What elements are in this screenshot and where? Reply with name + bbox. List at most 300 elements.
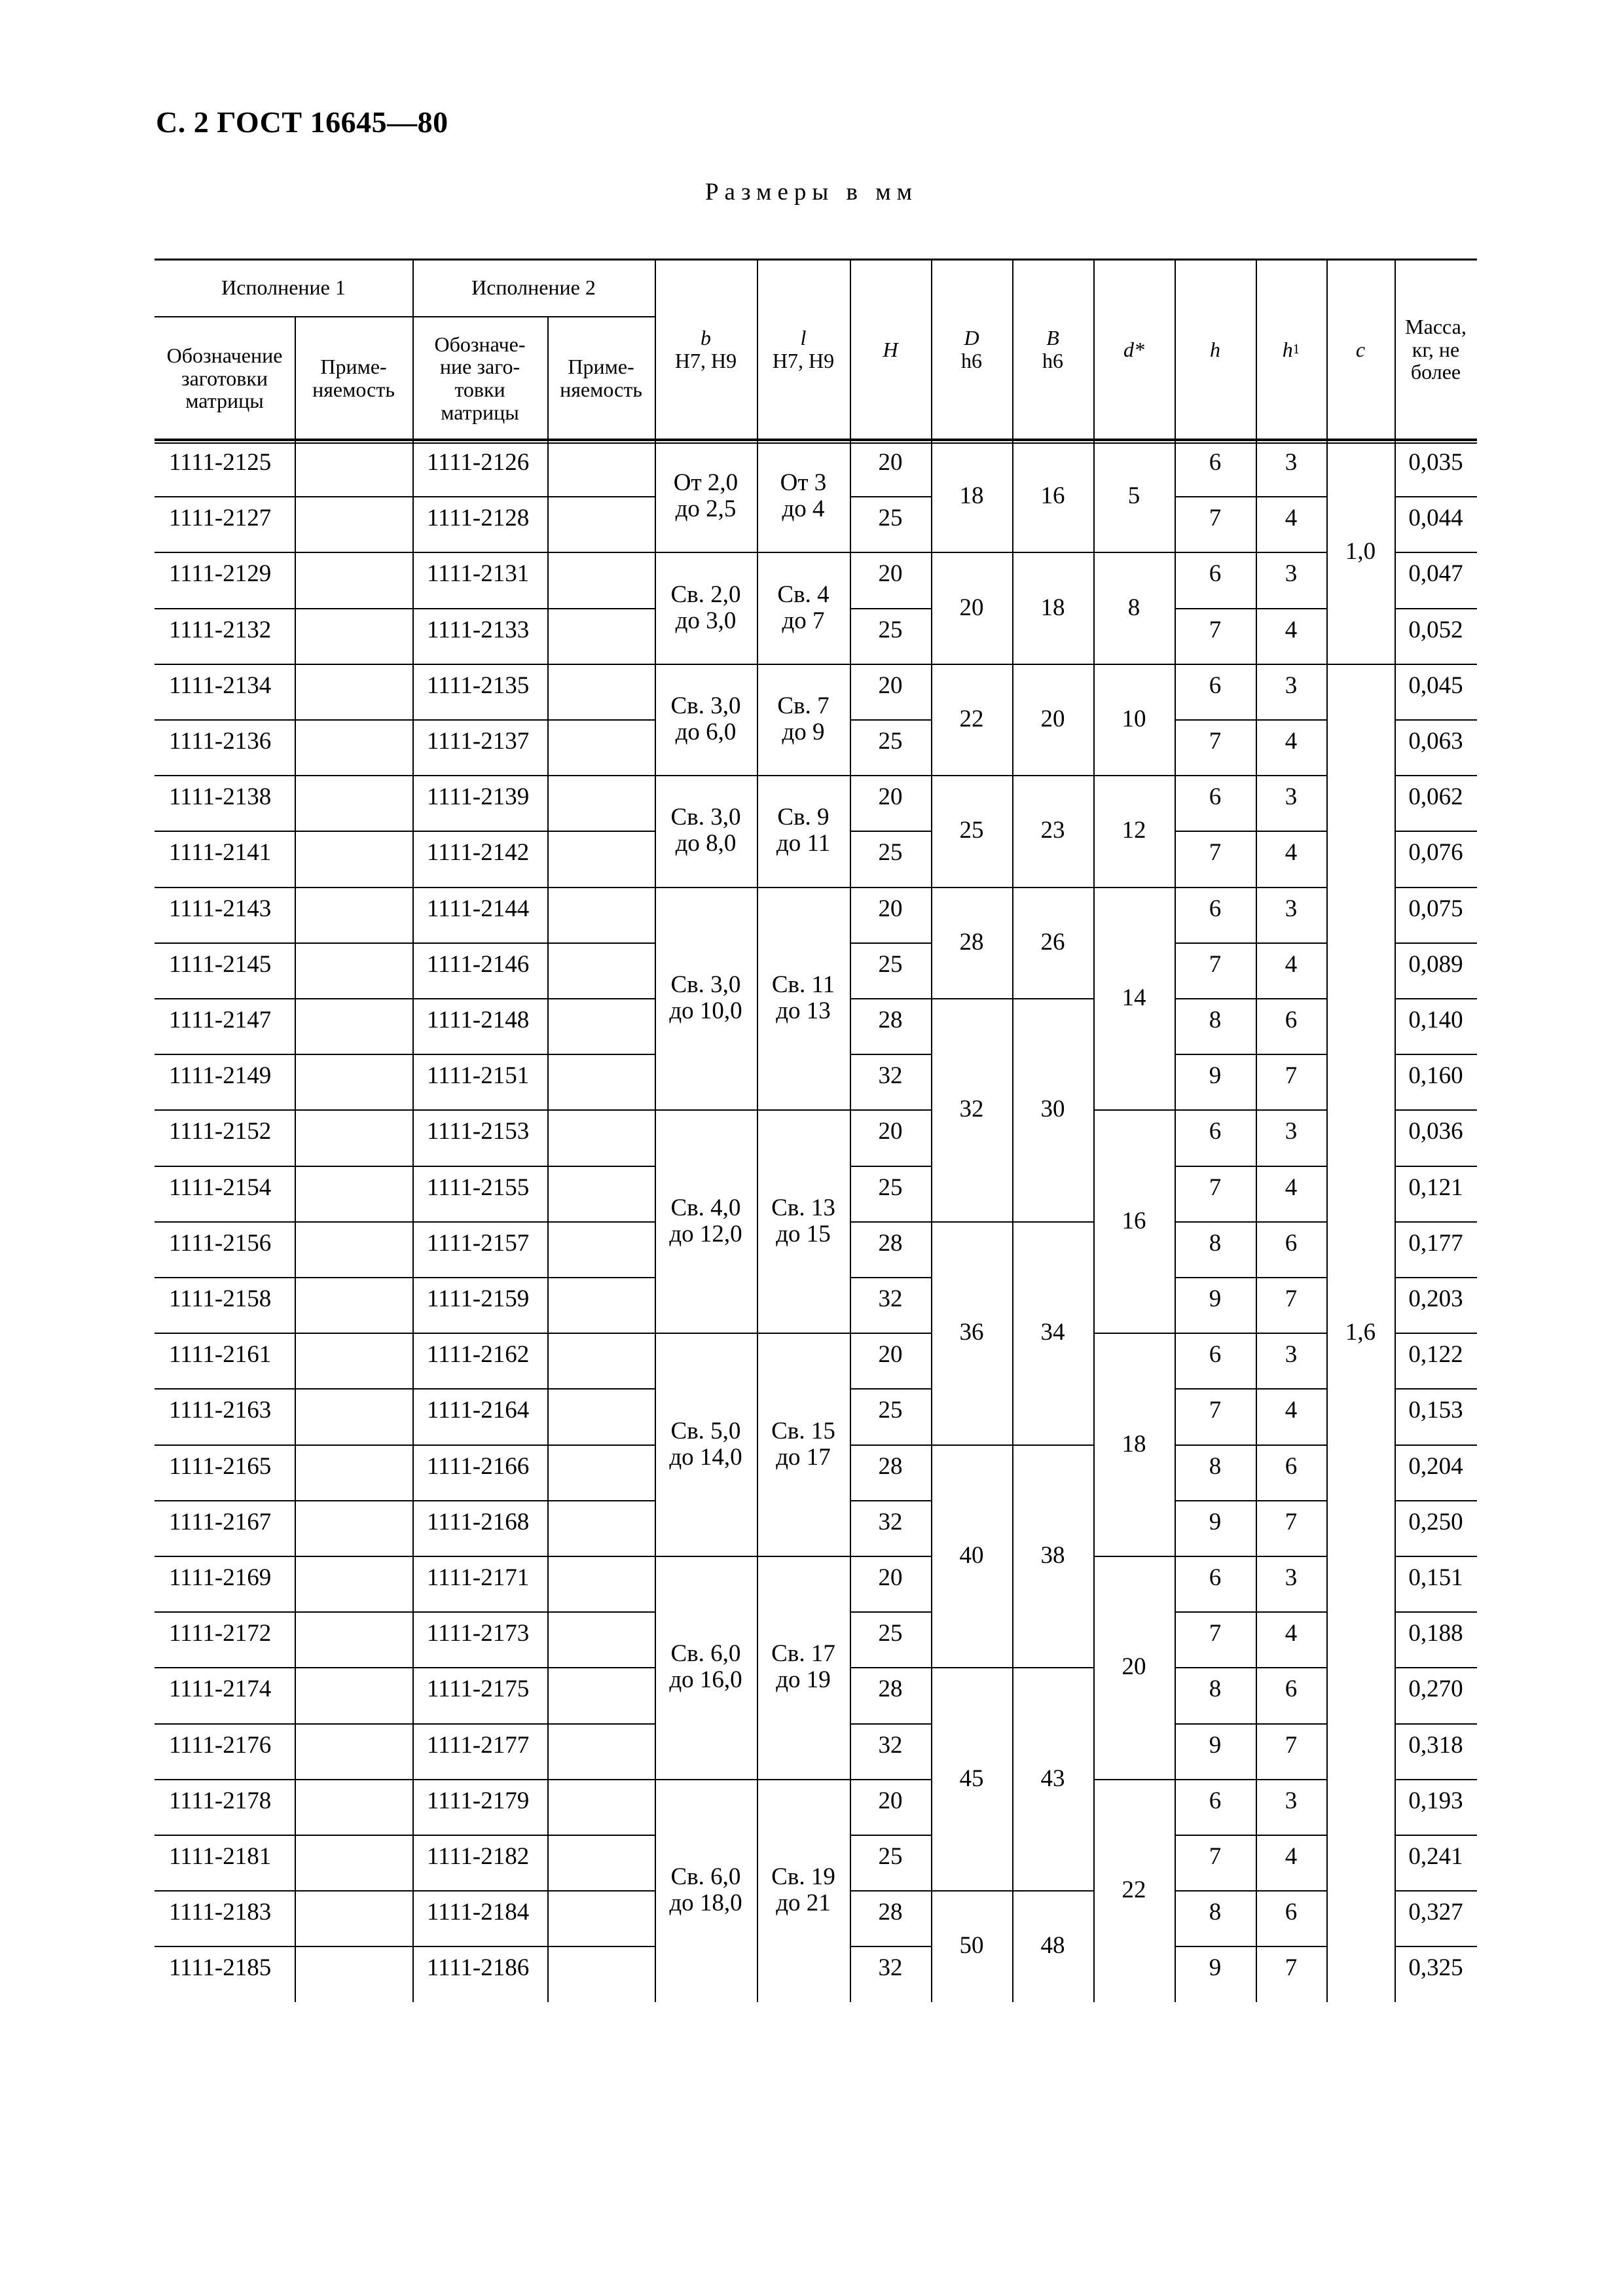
l-range: Св. 13 до 15: [771, 1194, 835, 1247]
B-value: 30: [1040, 1096, 1065, 1123]
blank-designation-1: 1111-2183: [169, 1899, 272, 1926]
h1-value: 7: [1285, 1508, 1298, 1535]
table-rule: [850, 608, 931, 609]
table-rule: [155, 1221, 655, 1223]
H-value: 32: [878, 1062, 903, 1090]
table-rule: [1395, 1500, 1477, 1501]
header-h1-subscript: 1: [1292, 341, 1300, 357]
h1-value: 4: [1285, 1843, 1298, 1870]
h-value: 7: [1209, 728, 1222, 755]
table-rule: [1175, 887, 1326, 888]
blank-designation-1: 1111-2149: [169, 1062, 272, 1090]
table-rule: [1395, 664, 1477, 665]
blank-designation-2: 1111-2137: [427, 728, 530, 755]
table-rule: [1395, 775, 1477, 776]
h-value: 7: [1209, 1843, 1222, 1870]
blank-designation-1: 1111-2165: [169, 1452, 272, 1480]
table-rule: [850, 998, 931, 999]
H-value: 20: [878, 1787, 903, 1814]
h1-value: 4: [1285, 1174, 1298, 1201]
table-rule: [1175, 942, 1326, 944]
table-rule: [155, 259, 1477, 260]
table-rule: [1395, 496, 1477, 497]
table-rule: [1395, 1779, 1477, 1780]
blank-designation-1: 1111-2178: [169, 1787, 272, 1814]
blank-designation-2: 1111-2186: [427, 1954, 530, 1982]
blank-designation-1: 1111-2132: [169, 616, 272, 643]
b-range: Св. 3,0 до 8,0: [670, 804, 741, 857]
mass-value: 0,151: [1408, 1564, 1463, 1591]
table-rule: [1395, 1277, 1477, 1278]
table-rule: [850, 1388, 931, 1390]
table-rule: [1175, 496, 1326, 497]
blank-designation-2: 1111-2144: [427, 895, 530, 922]
mass-value: 0,063: [1408, 728, 1463, 755]
header-mass: Масса, кг, не более: [1405, 315, 1467, 384]
b-range: От 2,0 до 2,5: [673, 469, 739, 523]
page-header: С. 2 ГОСТ 16645—80: [156, 105, 448, 139]
table-rule: [155, 998, 655, 999]
D-value: 45: [959, 1765, 984, 1792]
blank-designation-2: 1111-2142: [427, 839, 530, 867]
header-execution-2: Исполнение 2: [471, 275, 596, 299]
table-rule: [1395, 998, 1477, 999]
table-rule: [1395, 1054, 1477, 1055]
mass-value: 0,035: [1408, 449, 1463, 476]
blank-designation-2: 1111-2128: [427, 505, 530, 532]
blank-designation-2: 1111-2184: [427, 1899, 530, 1926]
table-rule: [1395, 1723, 1477, 1725]
b-range: Св. 6,0 до 18,0: [669, 1863, 742, 1917]
blank-designation-1: 1111-2152: [169, 1118, 272, 1145]
mass-value: 0,250: [1408, 1508, 1463, 1535]
header-D-symbol: D: [964, 326, 979, 350]
table-rule: [1395, 1556, 1477, 1557]
D-value: 28: [959, 928, 984, 956]
mass-value: 0,177: [1408, 1229, 1463, 1257]
H-value: 25: [878, 1843, 903, 1870]
d-value: 22: [1122, 1876, 1146, 1904]
table-rule: [850, 887, 931, 888]
l-range: От 3 до 4: [780, 469, 827, 523]
table-rule: [155, 1166, 655, 1167]
table-rule: [850, 1667, 931, 1668]
h1-value: 3: [1285, 783, 1298, 811]
table-rule: [155, 1946, 655, 1947]
blank-designation-1: 1111-2141: [169, 839, 272, 867]
l-range: Св. 15 до 17: [771, 1417, 835, 1471]
h1-value: 7: [1285, 1954, 1298, 1982]
h-value: 6: [1209, 449, 1222, 476]
blank-designation-1: 1111-2147: [169, 1007, 272, 1033]
blank-designation-2: 1111-2155: [427, 1174, 530, 1201]
mass-value: 0,044: [1408, 505, 1463, 532]
table-rule: [850, 1500, 931, 1501]
h1-value: 6: [1285, 1007, 1298, 1033]
table-rule: [850, 1723, 931, 1725]
table-rule: [1175, 998, 1326, 999]
table-rule: [850, 1835, 931, 1836]
blank-designation-1: 1111-2143: [169, 895, 272, 922]
h1-value: 4: [1285, 616, 1298, 643]
table-rule: [1395, 552, 1477, 553]
table-rule: [1175, 1166, 1326, 1167]
table-rule: [155, 496, 655, 497]
header-b-symbol: b: [701, 326, 711, 350]
header-l-tolerance: Н7, Н9: [772, 349, 835, 372]
table-rule: [155, 1388, 655, 1390]
table-rule: [850, 942, 931, 944]
table-rule: [1395, 1333, 1477, 1334]
D-value: 22: [959, 706, 984, 733]
header-D-tolerance: h6: [961, 349, 982, 372]
table-rule: [155, 942, 655, 944]
h-value: 7: [1209, 505, 1222, 532]
table-rule: [1395, 1946, 1477, 1947]
h-value: 6: [1209, 895, 1222, 922]
h-value: 7: [1209, 1620, 1222, 1647]
table-rule: [1175, 719, 1326, 721]
blank-designation-2: 1111-2151: [427, 1062, 530, 1090]
h1-value: 4: [1285, 1397, 1298, 1424]
H-value: 25: [878, 1174, 903, 1201]
mass-value: 0,188: [1408, 1620, 1463, 1647]
header-h: h: [1210, 337, 1220, 361]
h1-value: 3: [1285, 1787, 1298, 1814]
blank-designation-2: 1111-2159: [427, 1285, 530, 1312]
header-B-tolerance: h6: [1042, 349, 1063, 372]
blank-designation-1: 1111-2154: [169, 1174, 272, 1201]
header-D: [931, 259, 1012, 440]
h-value: 7: [1209, 616, 1222, 643]
table-rule: [155, 552, 655, 553]
h1-value: 4: [1285, 839, 1298, 867]
header-l-symbol: l: [800, 326, 807, 350]
b-range: Св. 3,0 до 10,0: [669, 971, 742, 1024]
c-value: 1,6: [1345, 1319, 1376, 1346]
table-rule: [1175, 552, 1326, 553]
table-rule: [1175, 775, 1326, 776]
blank-designation-1: 1111-2167: [169, 1508, 272, 1535]
mass-value: 0,153: [1408, 1397, 1463, 1424]
l-range: Св. 19 до 21: [771, 1863, 835, 1917]
d-value: 10: [1122, 706, 1146, 733]
table-rule: [1395, 719, 1477, 721]
blank-designation-1: 1111-2136: [169, 728, 272, 755]
mass-value: 0,047: [1408, 560, 1463, 588]
table-rule: [1175, 664, 1326, 665]
h-value: 7: [1209, 1397, 1222, 1424]
mass-value: 0,036: [1408, 1118, 1463, 1145]
d-value: 16: [1122, 1207, 1146, 1234]
header-d: d*: [1123, 337, 1144, 361]
mass-value: 0,160: [1408, 1062, 1463, 1090]
h-value: 7: [1209, 1174, 1222, 1201]
header-b: [655, 259, 757, 440]
l-range: Св. 7 до 9: [777, 692, 830, 745]
d-value: 20: [1122, 1653, 1146, 1681]
l-range: Св. 4 до 7: [777, 581, 830, 634]
h-value: 6: [1209, 1118, 1222, 1145]
table-rule: [1175, 1667, 1326, 1668]
h1-value: 7: [1285, 1062, 1298, 1090]
blank-designation-1: 1111-2174: [169, 1676, 272, 1703]
H-value: 25: [878, 950, 903, 978]
blank-designation-1: 1111-2176: [169, 1731, 272, 1759]
header-blank-designation-2: Обозначе- ние заго- товки матрицы: [434, 332, 526, 424]
H-value: 20: [878, 1564, 903, 1591]
H-value: 25: [878, 1620, 903, 1647]
blank-designation-2: 1111-2135: [427, 672, 530, 699]
mass-value: 0,045: [1408, 672, 1463, 699]
table-rule: [1395, 1890, 1477, 1892]
mass-value: 0,318: [1408, 1731, 1463, 1759]
table-rule: [850, 496, 931, 497]
H-value: 28: [878, 1899, 903, 1926]
mass-value: 0,325: [1408, 1954, 1463, 1982]
h1-value: 6: [1285, 1452, 1298, 1480]
h-value: 6: [1209, 1341, 1222, 1369]
table-rule: [1395, 1109, 1477, 1111]
table-rule: [155, 1890, 655, 1892]
h-value: 6: [1209, 672, 1222, 699]
h1-value: 4: [1285, 950, 1298, 978]
c-value: 1,0: [1345, 538, 1376, 565]
blank-designation-1: 1111-2129: [169, 560, 272, 588]
mass-value: 0,140: [1408, 1007, 1463, 1033]
blank-designation-2: 1111-2133: [427, 616, 530, 643]
h-value: 7: [1209, 950, 1222, 978]
table-rule: [850, 831, 931, 832]
h-value: 9: [1209, 1731, 1222, 1759]
table-rule: [850, 1611, 931, 1613]
table-rule: [850, 1556, 931, 1557]
table-rule: [850, 719, 931, 721]
blank-designation-2: 1111-2131: [427, 560, 530, 588]
d-value: 14: [1122, 984, 1146, 1012]
mass-value: 0,075: [1408, 895, 1463, 922]
table-rule: [155, 316, 655, 317]
table-rule: [1395, 1444, 1477, 1446]
table-rule: [155, 887, 655, 888]
blank-designation-1: 1111-2185: [169, 1954, 272, 1982]
B-value: 23: [1040, 817, 1065, 844]
D-value: 18: [959, 482, 984, 510]
table-rule: [1395, 887, 1477, 888]
table-rule: [850, 552, 931, 553]
table-rule: [1175, 1500, 1326, 1501]
table-rule: [155, 1611, 655, 1613]
D-value: 25: [959, 817, 984, 844]
table-rule: [850, 1109, 931, 1111]
table-rule: [1395, 1835, 1477, 1836]
table-rule: [1395, 1221, 1477, 1223]
header-h1-symbol: h: [1282, 337, 1293, 361]
H-value: 25: [878, 505, 903, 532]
h-value: 8: [1209, 1007, 1222, 1033]
table-rule: [155, 775, 655, 776]
l-range: Св. 17 до 19: [771, 1640, 835, 1694]
table-rule: [547, 316, 549, 2002]
h1-value: 7: [1285, 1285, 1298, 1312]
B-value: 16: [1040, 482, 1065, 510]
header-B: [1012, 259, 1093, 440]
table-rule: [1175, 1388, 1326, 1390]
h1-value: 3: [1285, 672, 1298, 699]
table-rule: [155, 608, 655, 609]
table-rule: [1395, 1388, 1477, 1390]
h-value: 6: [1209, 1564, 1222, 1591]
table-rule: [155, 1667, 655, 1668]
d-value: 5: [1127, 482, 1140, 510]
blank-designation-1: 1111-2161: [169, 1341, 272, 1369]
H-value: 20: [878, 783, 903, 811]
mass-value: 0,062: [1408, 783, 1463, 811]
table-rule: [155, 831, 655, 832]
table-rule: [850, 1221, 931, 1223]
blank-designation-1: 1111-2127: [169, 505, 272, 532]
table-rule: [155, 1333, 655, 1334]
B-value: 38: [1040, 1542, 1065, 1570]
blank-designation-2: 1111-2148: [427, 1007, 530, 1033]
mass-value: 0,241: [1408, 1843, 1463, 1870]
H-value: 25: [878, 728, 903, 755]
table-rule: [1175, 1054, 1326, 1055]
H-value: 20: [878, 672, 903, 699]
mass-value: 0,193: [1408, 1787, 1463, 1814]
blank-designation-2: 1111-2146: [427, 950, 530, 978]
blank-designation-2: 1111-2162: [427, 1341, 530, 1369]
table-rule: [1175, 1277, 1326, 1278]
blank-designation-1: 1111-2145: [169, 950, 272, 978]
mass-value: 0,076: [1408, 839, 1463, 867]
h-value: 8: [1209, 1676, 1222, 1703]
h-value: 8: [1209, 1229, 1222, 1257]
B-value: 43: [1040, 1765, 1065, 1792]
b-range: Св. 2,0 до 3,0: [670, 581, 741, 634]
units-caption: Размеры в мм: [704, 179, 919, 206]
table-rule: [850, 1946, 931, 1947]
h-value: 9: [1209, 1285, 1222, 1312]
header-B-symbol: B: [1046, 326, 1059, 350]
D-value: 50: [959, 1932, 984, 1960]
table-rule: [155, 1277, 655, 1278]
B-value: 18: [1040, 594, 1065, 621]
h1-value: 7: [1285, 1731, 1298, 1759]
blank-designation-1: 1111-2125: [169, 449, 272, 476]
header-c: c: [1355, 337, 1366, 361]
table-rule: [850, 1166, 931, 1167]
blank-designation-2: 1111-2157: [427, 1229, 530, 1257]
h-value: 8: [1209, 1899, 1222, 1926]
header-l: [757, 259, 850, 440]
blank-designation-2: 1111-2164: [427, 1397, 530, 1424]
h-value: 7: [1209, 839, 1222, 867]
mass-value: 0,203: [1408, 1285, 1463, 1312]
table-rule: [850, 1779, 931, 1780]
blank-designation-2: 1111-2179: [427, 1787, 530, 1814]
H-value: 25: [878, 616, 903, 643]
H-value: 20: [878, 560, 903, 588]
blank-designation-2: 1111-2171: [427, 1564, 530, 1591]
table-rule: [1395, 831, 1477, 832]
table-rule: [1175, 1333, 1326, 1334]
h1-value: 4: [1285, 728, 1298, 755]
blank-designation-1: 1111-2169: [169, 1564, 272, 1591]
header-H: H: [883, 337, 898, 361]
table-rule: [1175, 1109, 1326, 1111]
H-value: 32: [878, 1954, 903, 1982]
mass-value: 0,204: [1408, 1452, 1463, 1480]
table-rule: [1395, 942, 1477, 944]
h1-value: 3: [1285, 1564, 1298, 1591]
blank-designation-1: 1111-2172: [169, 1620, 272, 1647]
h1-value: 3: [1285, 1118, 1298, 1145]
blank-designation-1: 1111-2156: [169, 1229, 272, 1257]
D-value: 32: [959, 1096, 984, 1123]
blank-designation-1: 1111-2158: [169, 1285, 272, 1312]
header-execution-1: Исполнение 1: [221, 275, 346, 299]
d-value: 8: [1127, 594, 1140, 621]
l-range: Св. 9 до 11: [776, 804, 831, 857]
header-h1: [1256, 259, 1326, 440]
table-rule: [1175, 1890, 1326, 1892]
H-value: 28: [878, 1229, 903, 1257]
h1-value: 6: [1285, 1676, 1298, 1703]
table-rule: [295, 316, 296, 2002]
h-value: 9: [1209, 1954, 1222, 1982]
blank-designation-2: 1111-2182: [427, 1843, 530, 1870]
mass-value: 0,121: [1408, 1174, 1463, 1201]
table-rule: [155, 1109, 655, 1111]
blank-designation-2: 1111-2126: [427, 449, 530, 476]
h1-value: 4: [1285, 1620, 1298, 1647]
header-blank-designation-1: Обозначение заготовки матрицы: [166, 344, 283, 413]
h-value: 9: [1209, 1062, 1222, 1090]
D-value: 40: [959, 1542, 984, 1570]
h1-value: 4: [1285, 505, 1298, 532]
mass-value: 0,089: [1408, 950, 1463, 978]
table-rule: [850, 1333, 931, 1334]
table-rule: [1175, 1946, 1326, 1947]
B-value: 48: [1040, 1932, 1065, 1960]
h-value: 6: [1209, 1787, 1222, 1814]
table-rule: [155, 1444, 655, 1446]
H-value: 20: [878, 1341, 903, 1369]
table-rule: [850, 1054, 931, 1055]
table-rule: [155, 664, 655, 665]
header-b-tolerance: Н7, Н9: [674, 349, 737, 372]
h1-value: 3: [1285, 895, 1298, 922]
table-rule: [850, 775, 931, 776]
blank-designation-2: 1111-2168: [427, 1508, 530, 1535]
header-applicability-2: Приме- няемость: [560, 355, 642, 401]
b-range: Св. 3,0 до 6,0: [670, 692, 741, 745]
H-value: 20: [878, 895, 903, 922]
table-rule: [1395, 1166, 1477, 1167]
blank-designation-2: 1111-2139: [427, 783, 530, 811]
blank-designation-1: 1111-2163: [169, 1397, 272, 1424]
blank-designation-2: 1111-2153: [427, 1118, 530, 1145]
table-rule: [1175, 1779, 1326, 1780]
h-value: 9: [1209, 1508, 1222, 1535]
table-rule: [1175, 1723, 1326, 1725]
H-value: 25: [878, 839, 903, 867]
blank-designation-1: 1111-2138: [169, 783, 272, 811]
h1-value: 3: [1285, 1341, 1298, 1369]
B-value: 26: [1040, 928, 1065, 956]
table-rule: [155, 1835, 655, 1836]
